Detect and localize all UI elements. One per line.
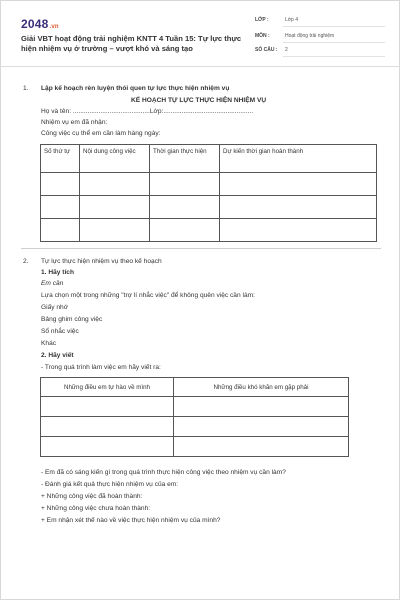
table-cell[interactable] [220, 196, 377, 219]
logo-suffix: .vn [49, 24, 59, 30]
part2-prompt: - Trong quá trình làm việc em hãy viết ra: [41, 364, 161, 371]
meta-subject-value: Hoạt động trải nghiệm [285, 33, 335, 39]
table-cell[interactable] [41, 196, 80, 219]
part1-title: 1. Hãy tích [41, 269, 74, 276]
header-cell-order: Số thứ tự [41, 145, 80, 173]
meta-count-key: SỐ CÂU : [255, 47, 278, 53]
part2-title: 2. Hãy viết [41, 352, 74, 359]
option-reminder-notebook[interactable]: Sổ nhắc việc [41, 328, 79, 335]
table-cell[interactable] [150, 173, 220, 196]
meta-class-key: LỚP : [255, 17, 269, 23]
task-line: Nhiệm vụ em đã nhận: [41, 119, 108, 126]
daily-tasks-line: Công việc cụ thể em cần làm hàng ngày: [41, 130, 161, 137]
table-cell[interactable] [150, 219, 220, 242]
question-incomplete: + Những công việc chưa hoàn thành: [41, 505, 151, 512]
reflection-table [40, 377, 349, 457]
plan-table [40, 144, 377, 242]
question-evaluation: - Đánh giá kết quả thực hiện nhiệm vụ của em: [41, 481, 179, 488]
meta-subject [255, 31, 385, 43]
table-row [41, 173, 377, 196]
meta-question-count [255, 45, 385, 57]
table-cell[interactable] [220, 173, 377, 196]
table-cell[interactable] [41, 437, 174, 457]
meta-class-value: Lớp 4 [285, 17, 299, 23]
section1-heading: Lập kế hoạch rèn luyện thói quen tự lực thực hiện nhiệm vụ [41, 85, 230, 92]
meta-count-value: 2 [285, 47, 288, 53]
table-row [41, 397, 349, 417]
header-cell-content: Nội dung công việc [80, 145, 150, 173]
question-initiative: - Em đã có sáng kiến gì trong quá trình thực hiện công việc theo nhiệm vụ cần làm? [41, 469, 286, 476]
table-cell[interactable] [41, 173, 80, 196]
section2-heading: Tự lực thực hiện nhiệm vụ theo kế hoạch [41, 258, 162, 265]
meta-subject-key: MÔN : [255, 33, 270, 39]
header-cell-time: Thời gian thực hiện [150, 145, 220, 173]
table-cell[interactable] [174, 397, 349, 417]
option-other[interactable]: Khác [41, 340, 57, 347]
header-cell-difficulties: Những điều khó khăn em gặp phải [174, 378, 349, 397]
name-class-line: Họ và tên: ..........................................Lớp:................................................. [41, 108, 254, 115]
header-cell-deadline: Dự kiến thời gian hoàn thành [220, 145, 377, 173]
question-completed: + Những công việc đã hoàn thành: [41, 493, 143, 500]
table-cell[interactable] [150, 196, 220, 219]
section2-number: 2. [23, 258, 29, 265]
plan-table-header-row [41, 145, 377, 173]
table-cell[interactable] [220, 219, 377, 242]
part1-answer: Em cần [41, 280, 64, 287]
table-row [41, 196, 377, 219]
table-row [41, 219, 377, 242]
table-cell[interactable] [80, 219, 150, 242]
meta-class [255, 15, 385, 27]
table-cell[interactable] [80, 173, 150, 196]
table-cell[interactable] [174, 437, 349, 457]
question-self-review: + Em nhận xét thế nào về việc thực hiện nhiệm vụ của mình? [41, 517, 221, 524]
table-row [41, 437, 349, 457]
section-divider [21, 248, 381, 249]
plan-title: KẾ HOẠCH TỰ LỰC THỰC HIỆN NHIỆM VỤ [131, 97, 267, 104]
part1-prompt: Lựa chọn một trong những "trợ lí nhắc việc" để không quên việc cần làm: [41, 292, 255, 299]
table-cell[interactable] [41, 397, 174, 417]
table-row [41, 417, 349, 437]
document-header [1, 1, 399, 67]
header-cell-proud: Những điều em tự hào về mình [41, 378, 174, 397]
logo-text: 2048 [21, 17, 49, 31]
option-task-board[interactable]: Bảng ghim công việc [41, 316, 103, 323]
table-cell[interactable] [41, 219, 80, 242]
site-logo[interactable] [21, 17, 59, 31]
table-cell[interactable] [174, 417, 349, 437]
reflection-table-header-row [41, 378, 349, 397]
document-title: Giải VBT hoạt động trải nghiệm KNTT 4 Tuần 15: Tự lực thực hiện nhiệm vụ ở trường – vượt khó và sáng tạo [21, 34, 242, 53]
option-sticky-notes[interactable]: Giấy nhớ [41, 304, 69, 311]
section1-number: 1. [23, 85, 29, 92]
table-cell[interactable] [41, 417, 174, 437]
table-cell[interactable] [80, 196, 150, 219]
